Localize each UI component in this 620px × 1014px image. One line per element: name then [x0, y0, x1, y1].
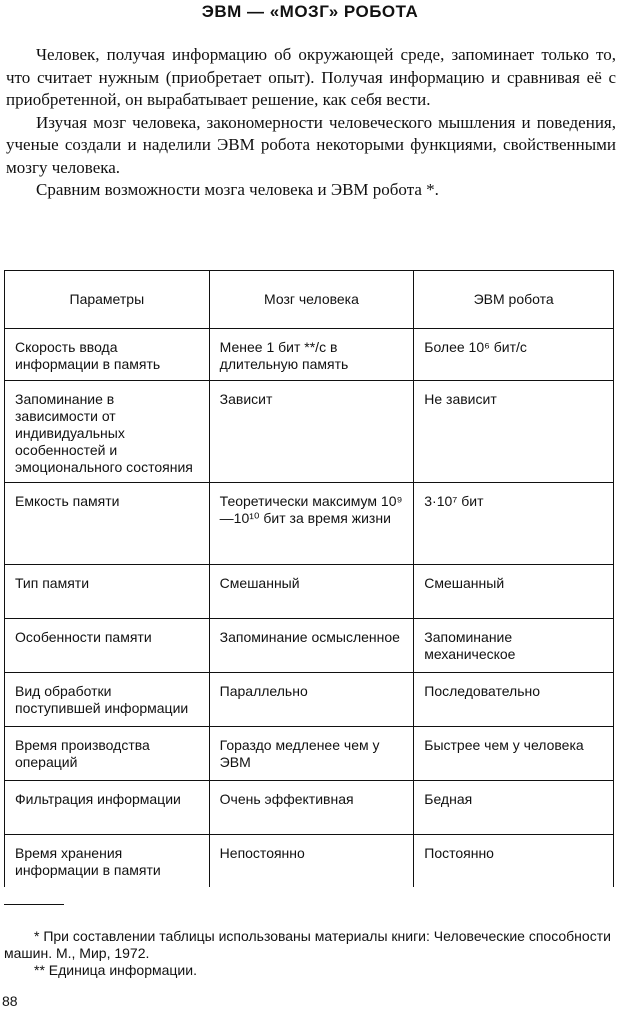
param-cell: Емкость памяти — [5, 483, 210, 565]
header-parameters: Параметры — [5, 271, 210, 329]
brain-cell: Непостоянно — [209, 835, 414, 887]
brain-cell: Зависит — [209, 381, 414, 483]
table-header-row — [5, 271, 614, 329]
computer-cell: Последовательно — [414, 673, 614, 727]
paragraph: Человек, получая информацию об окружающей среде, запоминает только то, что считает нужным (приобретает опыт). Получая информацию и сравнивая её с приобретенной, он вырабатывает решение, как себя вести. — [6, 45, 616, 109]
page-number: 88 — [2, 993, 18, 1009]
table-row — [5, 673, 614, 727]
brain-cell: Запоминание осмысленное — [209, 619, 414, 673]
param-cell: Время хранения информации в памяти — [5, 835, 210, 887]
table-row — [5, 381, 614, 483]
intro-text — [6, 44, 616, 202]
computer-cell: 3·10⁷ бит — [414, 483, 614, 565]
computer-cell: Более 10⁶ бит/с — [414, 329, 614, 381]
footnote-divider — [4, 904, 64, 905]
table-row — [5, 483, 614, 565]
computer-cell: Быстрее чем у человека — [414, 727, 614, 781]
param-cell: Запоминание в зависимости от индивидуальных особенностей и эмоционального состояния — [5, 381, 210, 483]
param-cell: Вид обработки поступившей информации — [5, 673, 210, 727]
param-cell: Время производства операций — [5, 727, 210, 781]
header-brain: Мозг человека — [209, 271, 414, 329]
brain-cell: Очень эффективная — [209, 781, 414, 835]
computer-cell: Запоминание механическое — [414, 619, 614, 673]
page-title: ЭВМ — «МОЗГ» РОБОТА — [201, 2, 419, 21]
brain-cell: Теоретически максимум 10⁹—10¹⁰ бит за время жизни — [209, 483, 414, 565]
computer-cell: Не зависит — [414, 381, 614, 483]
computer-cell: Смешанный — [414, 565, 614, 619]
comparison-table — [4, 270, 614, 887]
table-row — [5, 565, 614, 619]
table-row — [5, 835, 614, 887]
footnote: * При составлении таблицы использованы материалы книги: Человеческие способности машин. М., Мир, 1972. — [4, 928, 611, 961]
paragraph: Изучая мозг человека, закономерности человеческого мышления и поведения, ученые создали и наделили ЭВМ робота некоторыми функциями, свойственными мозгу человека. — [6, 112, 616, 177]
footnotes — [4, 928, 616, 979]
footnote: ** Единица информации. — [34, 962, 197, 978]
brain-cell: Параллельно — [209, 673, 414, 727]
computer-cell: Постоянно — [414, 835, 614, 887]
paragraph: Сравним возможности мозга человека и ЭВМ робота *. — [36, 180, 439, 199]
param-cell: Скорость ввода информации в память — [5, 329, 210, 381]
table-row — [5, 781, 614, 835]
table-row — [5, 727, 614, 781]
param-cell: Фильтрация информации — [5, 781, 210, 835]
computer-cell: Бедная — [414, 781, 614, 835]
table-row — [5, 619, 614, 673]
brain-cell: Гораздо медленее чем у ЭВМ — [209, 727, 414, 781]
brain-cell: Менее 1 бит **/с в длительную память — [209, 329, 414, 381]
header-computer: ЭВМ робота — [414, 271, 614, 329]
param-cell: Особенности памяти — [5, 619, 210, 673]
param-cell: Тип памяти — [5, 565, 210, 619]
table-row — [5, 329, 614, 381]
brain-cell: Смешанный — [209, 565, 414, 619]
